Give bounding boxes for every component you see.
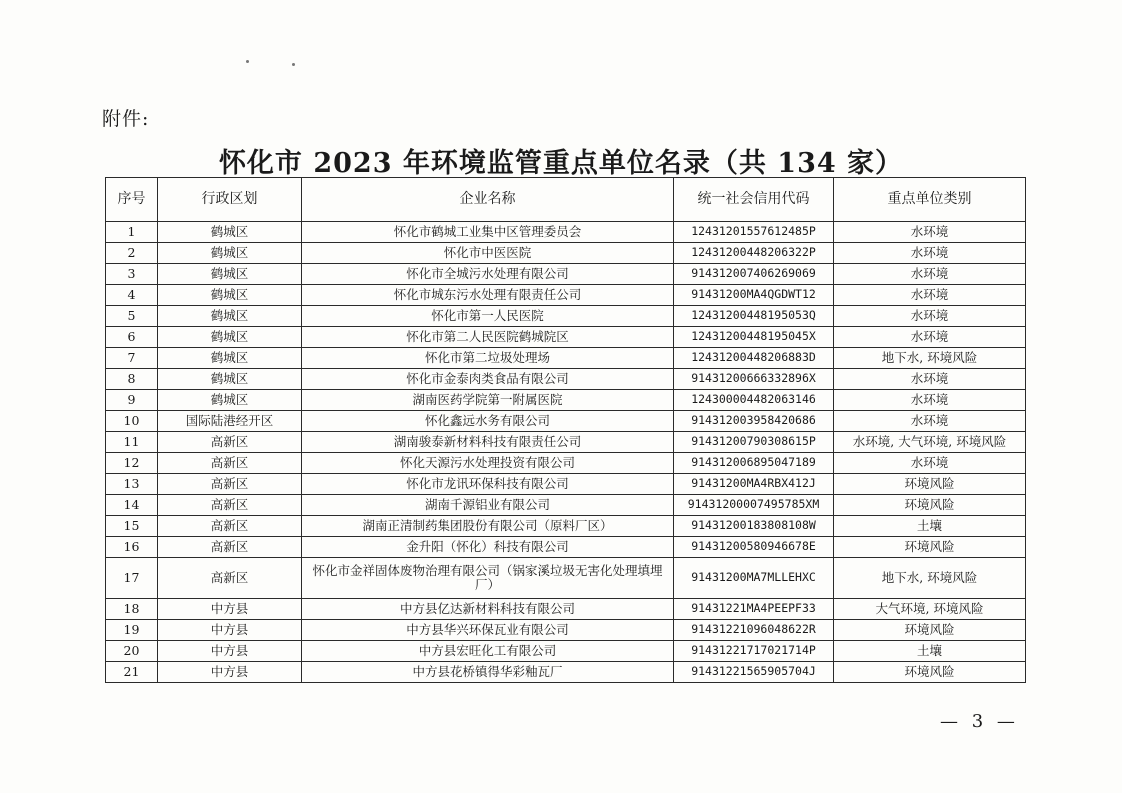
cell-company-name: 怀化市城东污水处理有限责任公司 <box>302 285 674 306</box>
cell-company-name: 怀化市第二垃圾处理场 <box>302 348 674 369</box>
cell-district: 中方县 <box>158 620 302 641</box>
cell-district: 鹤城区 <box>158 369 302 390</box>
header-credit-code: 统一社会信用代码 <box>674 178 834 222</box>
cell-credit-code: 91431200MA4QGDWT12 <box>674 285 834 306</box>
cell-company-name: 中方县花桥镇得华彩釉瓦厂 <box>302 662 674 683</box>
cell-index: 6 <box>106 327 158 348</box>
cell-credit-code: 91431221096048622R <box>674 620 834 641</box>
key-units-table <box>105 177 1026 683</box>
cell-company-name: 中方县宏旺化工有限公司 <box>302 641 674 662</box>
cell-category: 水环境 <box>834 243 1026 264</box>
cell-company-name: 怀化市第二人民医院鹤城院区 <box>302 327 674 348</box>
cell-credit-code: 91431200183808108W <box>674 516 834 537</box>
cell-category: 环境风险 <box>834 662 1026 683</box>
table-row <box>106 558 1026 599</box>
page-number: — 3 — <box>940 711 1019 732</box>
cell-index: 18 <box>106 599 158 620</box>
cell-index: 1 <box>106 222 158 243</box>
cell-district: 中方县 <box>158 662 302 683</box>
cell-district: 鹤城区 <box>158 243 302 264</box>
cell-company-name: 怀化市金祥固体废物治理有限公司（锅家溪垃圾无害化处理填埋厂） <box>302 558 674 599</box>
cell-index: 19 <box>106 620 158 641</box>
cell-category: 环境风险 <box>834 537 1026 558</box>
cell-credit-code: 914312007406269069 <box>674 264 834 285</box>
cell-index: 17 <box>106 558 158 599</box>
cell-credit-code: 12431200448195053Q <box>674 306 834 327</box>
header-district: 行政区划 <box>158 178 302 222</box>
cell-credit-code: 91431200395842068​6 <box>674 411 834 432</box>
cell-company-name: 怀化鑫远水务有限公司 <box>302 411 674 432</box>
table-row <box>106 369 1026 390</box>
cell-index: 7 <box>106 348 158 369</box>
cell-index: 9 <box>106 390 158 411</box>
cell-district: 鹤城区 <box>158 306 302 327</box>
cell-credit-code: 12430000448206314​6 <box>674 390 834 411</box>
cell-credit-code: 12431200448206883D <box>674 348 834 369</box>
cell-index: 11 <box>106 432 158 453</box>
cell-index: 12 <box>106 453 158 474</box>
cell-company-name: 中方县亿达新材料科技有限公司 <box>302 599 674 620</box>
cell-category: 水环境, 大气环境, 环境风险 <box>834 432 1026 453</box>
cell-category: 环境风险 <box>834 474 1026 495</box>
cell-company-name: 湖南医药学院第一附属医院 <box>302 390 674 411</box>
header-category: 重点单位类别 <box>834 178 1026 222</box>
cell-index: 21 <box>106 662 158 683</box>
cell-district: 高新区 <box>158 453 302 474</box>
table-row <box>106 222 1026 243</box>
cell-district: 高新区 <box>158 474 302 495</box>
cell-district: 国际陆港经开区 <box>158 411 302 432</box>
header-index: 序号 <box>106 178 158 222</box>
cell-district: 鹤城区 <box>158 348 302 369</box>
cell-category: 环境风险 <box>834 495 1026 516</box>
cell-category: 地下水, 环境风险 <box>834 348 1026 369</box>
cell-category: 地下水, 环境风险 <box>834 558 1026 599</box>
cell-company-name: 怀化天源污水处理投资有限公司 <box>302 453 674 474</box>
cell-category: 土壤 <box>834 641 1026 662</box>
cell-category: 水环境 <box>834 411 1026 432</box>
cell-district: 鹤城区 <box>158 222 302 243</box>
attachment-label: 附件: <box>102 108 150 130</box>
cell-category: 水环境 <box>834 264 1026 285</box>
cell-index: 2 <box>106 243 158 264</box>
table-row <box>106 285 1026 306</box>
cell-district: 高新区 <box>158 432 302 453</box>
cell-category: 土壤 <box>834 516 1026 537</box>
cell-district: 鹤城区 <box>158 390 302 411</box>
cell-credit-code: 91431221717021714P <box>674 641 834 662</box>
cell-index: 16 <box>106 537 158 558</box>
cell-district: 中方县 <box>158 599 302 620</box>
header-company-name: 企业名称 <box>302 178 674 222</box>
cell-category: 水环境 <box>834 306 1026 327</box>
cell-district: 高新区 <box>158 516 302 537</box>
cell-credit-code: 91431221565905704J <box>674 662 834 683</box>
table-row <box>106 516 1026 537</box>
cell-company-name: 中方县华兴环保瓦业有限公司 <box>302 620 674 641</box>
cell-credit-code: 91431221MA4PEEPF33 <box>674 599 834 620</box>
cell-index: 15 <box>106 516 158 537</box>
cell-company-name: 怀化市全城污水处理有限公司 <box>302 264 674 285</box>
cell-credit-code: 91431200790308615P <box>674 432 834 453</box>
cell-district: 中方县 <box>158 641 302 662</box>
cell-company-name: 怀化市金泰肉类食品有限公司 <box>302 369 674 390</box>
cell-category: 水环境 <box>834 327 1026 348</box>
cell-company-name: 怀化市鹤城工业集中区管理委员会 <box>302 222 674 243</box>
table-row <box>106 453 1026 474</box>
table-row <box>106 243 1026 264</box>
cell-credit-code: 91431200MA4RBX412J <box>674 474 834 495</box>
cell-category: 水环境 <box>834 222 1026 243</box>
cell-credit-code: 91431200580946678E <box>674 537 834 558</box>
cell-index: 20 <box>106 641 158 662</box>
cell-index: 8 <box>106 369 158 390</box>
cell-company-name: 怀化市中医医院 <box>302 243 674 264</box>
cell-credit-code: 12431200448206322P <box>674 243 834 264</box>
document-title: 怀化市 2023 年环境监管重点单位名录（共 134 家） <box>218 148 904 179</box>
cell-credit-code: 91431200007495785XM <box>674 495 834 516</box>
cell-credit-code: 12431201557612485P <box>674 222 834 243</box>
cell-category: 大气环境, 环境风险 <box>834 599 1026 620</box>
cell-category: 水环境 <box>834 390 1026 411</box>
cell-credit-code: 914312006895047189 <box>674 453 834 474</box>
cell-category: 水环境 <box>834 453 1026 474</box>
cell-credit-code: 12431200448195045X <box>674 327 834 348</box>
cell-district: 高新区 <box>158 495 302 516</box>
cell-index: 13 <box>106 474 158 495</box>
table-row <box>106 662 1026 683</box>
table-row <box>106 641 1026 662</box>
cell-company-name: 怀化市龙讯环保科技有限公司 <box>302 474 674 495</box>
cell-credit-code: 91431200MA7MLLEHXC <box>674 558 834 599</box>
cell-district: 鹤城区 <box>158 327 302 348</box>
table-header-row <box>106 178 1026 222</box>
cell-category: 水环境 <box>834 369 1026 390</box>
table-row <box>106 432 1026 453</box>
cell-category: 环境风险 <box>834 620 1026 641</box>
cell-company-name: 湖南骏泰新材料科技有限责任公司 <box>302 432 674 453</box>
table-row <box>106 599 1026 620</box>
cell-index: 5 <box>106 306 158 327</box>
cell-district: 高新区 <box>158 558 302 599</box>
scan-speck <box>292 63 295 66</box>
table-row <box>106 620 1026 641</box>
table-row <box>106 474 1026 495</box>
table-row <box>106 264 1026 285</box>
cell-company-name: 金升阳（怀化）科技有限公司 <box>302 537 674 558</box>
cell-company-name: 湖南正清制药集团股份有限公司（原料厂区） <box>302 516 674 537</box>
cell-company-name: 怀化市第一人民医院 <box>302 306 674 327</box>
cell-category: 水环境 <box>834 285 1026 306</box>
cell-index: 4 <box>106 285 158 306</box>
cell-district: 鹤城区 <box>158 264 302 285</box>
cell-credit-code: 91431200666332896X <box>674 369 834 390</box>
cell-index: 3 <box>106 264 158 285</box>
cell-index: 14 <box>106 495 158 516</box>
table-row <box>106 348 1026 369</box>
cell-index: 10 <box>106 411 158 432</box>
table-row <box>106 411 1026 432</box>
scan-speck <box>246 60 249 63</box>
cell-district: 高新区 <box>158 537 302 558</box>
table-row <box>106 327 1026 348</box>
table-row <box>106 537 1026 558</box>
table-row <box>106 495 1026 516</box>
table-row <box>106 306 1026 327</box>
cell-district: 鹤城区 <box>158 285 302 306</box>
table-row <box>106 390 1026 411</box>
cell-company-name: 湖南千源铝业有限公司 <box>302 495 674 516</box>
